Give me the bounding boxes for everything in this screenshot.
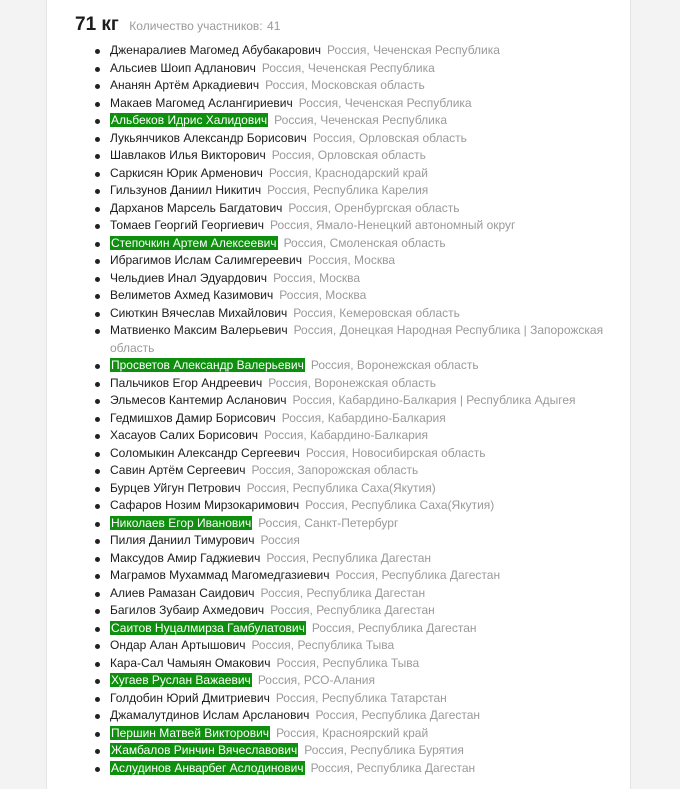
participant-name: Просветов Александр Валерьевич (111, 358, 304, 372)
participant-name: Хугаев Руслан Важаевич (111, 673, 251, 687)
participant-region: Россия, РСО-Алания (257, 673, 375, 687)
list-item (94, 95, 624, 113)
participant-region: Россия, Республика Дагестан (335, 568, 501, 582)
list-item (94, 672, 624, 690)
participant-region: Россия, Кабардино-Балкария | Республика Адыгея (292, 393, 576, 407)
participant-name: Саитов Нуцалмирза Гамбулатович (111, 620, 305, 635)
participant-name: Ондар Алан Артышович (110, 638, 246, 652)
participant-name: Эльмесов Кантемир Асланович (110, 393, 287, 407)
participant-name: Хасауов Салих Борисович (110, 428, 259, 442)
participant-name: Томаев Георгий Георгиевич (110, 218, 265, 232)
participant-name: Маграмов Мухаммад Магомедгазиевич (110, 568, 330, 582)
participant-region: Россия, Ямало-Ненецкий автономный округ (270, 218, 516, 232)
participant-region: Россия, Красноярский край (276, 725, 429, 740)
list-item (94, 427, 624, 445)
participant-region: Россия, Оренбургская область (288, 200, 460, 215)
list-item (94, 182, 624, 200)
participant-count-label: Количество участников: (129, 19, 263, 33)
list-item (94, 252, 624, 270)
participant-region: Россия, Республика Карелия (267, 183, 429, 197)
list-item (94, 305, 624, 323)
participant-name: Саркисян Юрик Арменович (110, 165, 263, 180)
participant-name: Максудов Амир Гаджиевич (110, 550, 261, 565)
participant-region: Россия, Новосибирская область (305, 445, 486, 460)
participant-region: Россия, Республика Саха(Якутия) (246, 480, 436, 495)
list-item (94, 637, 624, 655)
list-item (94, 532, 624, 550)
participant-name: Пилия Даниил Тимурович (110, 533, 255, 547)
participant-region: Россия, Республика Дагестан (311, 620, 477, 635)
participant-name: Дарханов Марсель Багдатович (110, 200, 283, 215)
list-item (94, 130, 624, 148)
participant-name: Альбеков Идрис Халидович (111, 113, 268, 127)
participant-region: Россия, Орловская область (271, 148, 426, 162)
participant-name: Чельдиев Инал Эдуардович (110, 270, 268, 285)
participant-region: Россия (260, 533, 300, 547)
participant-region: Россия, Республика Тыва (276, 655, 420, 670)
participant-region: Россия, Москва (273, 270, 361, 285)
list-item (94, 60, 624, 78)
list-item (94, 217, 624, 235)
list-item (94, 550, 624, 568)
participant-region: Россия, Республика Дагестан (310, 760, 476, 775)
participant-name: Николаев Егор Иванович (111, 515, 252, 530)
list-item (94, 620, 624, 638)
list-item (94, 690, 624, 708)
participant-region: Россия, Республика Саха(Якутия) (305, 498, 495, 512)
participant-region: Россия, Республика Дагестан (315, 708, 481, 722)
list-item (94, 77, 624, 95)
participant-name: Аслудинов Анварбег Аслодинович (111, 760, 304, 775)
participant-region: Россия, Чеченская Республика (261, 60, 435, 75)
participant-region: Россия, Запорожская область (251, 463, 419, 477)
participant-name: Бурцев Уйгун Петрович (110, 480, 241, 495)
list-item (94, 462, 624, 480)
participant-region: Россия, Москва (279, 288, 367, 302)
participant-count-value: 41 (267, 19, 281, 33)
list-item (94, 410, 624, 428)
weight-category-title: 71 кг (75, 14, 119, 35)
participant-name: Сиюткин Вячеслав Михайлович (110, 305, 288, 320)
list-item (94, 42, 624, 60)
list-item (94, 392, 624, 410)
participant-region: Россия, Москва (308, 253, 396, 267)
participant-name: Сафаров Нозим Мирзокаримович (110, 498, 300, 512)
participant-name: Кара-Сал Чамыян Омакович (110, 655, 271, 670)
participant-region: Россия, Московская область (265, 78, 425, 92)
list-item (94, 270, 624, 288)
participant-name: Гедмишхов Дамир Борисович (110, 410, 276, 425)
list-item (94, 480, 624, 498)
participant-name: Матвиенко Максим Валерьевич (110, 323, 288, 337)
list-item (94, 165, 624, 183)
list-item (94, 760, 624, 778)
participant-region: Россия, Республика Дагестан (266, 550, 431, 565)
participant-region: Россия, Воронежская область (310, 358, 479, 372)
participant-region: Россия, Смоленская область (283, 235, 446, 250)
participant-name: Лукьянчиков Александр Борисович (110, 130, 307, 145)
list-item (94, 497, 624, 515)
participant-region: Россия, Чеченская Республика (298, 95, 472, 110)
list-item (94, 357, 624, 375)
participant-region: Россия, Республика Бурятия (304, 743, 464, 757)
participant-name: Макаев Магомед Аслангириевич (110, 95, 293, 110)
list-item (94, 567, 624, 585)
participant-name: Савин Артём Сергеевич (110, 463, 246, 477)
participant-name: Шавлаков Илья Викторович (110, 148, 266, 162)
participant-name: Голдобин Юрий Дмитриевич (110, 690, 270, 705)
participant-region: Россия, Санкт-Петербург (258, 515, 399, 530)
list-item (94, 445, 624, 463)
participant-region: Россия, Республика Тыва (251, 638, 395, 652)
list-item (94, 322, 624, 357)
participant-name: Жамбалов Ринчин Вячеславович (111, 743, 298, 757)
list-item (94, 235, 624, 253)
participants-list (94, 42, 624, 777)
participant-region: Россия, Донецкая Народная Республика | Запорожская область (110, 323, 604, 355)
participant-region: Россия, Кемеровская область (293, 305, 460, 320)
list-item (94, 112, 624, 130)
participant-region: Россия, Краснодарский край (268, 165, 428, 180)
list-item (94, 602, 624, 620)
list-item (94, 200, 624, 218)
participant-name: Ибрагимов Ислам Салимгереевич (110, 253, 303, 267)
participant-name: Першин Матвей Викторович (111, 725, 270, 740)
participant-name: Гильзунов Даниил Никитич (110, 183, 262, 197)
list-item (94, 707, 624, 725)
participant-name: Соломыкин Александр Сергеевич (110, 445, 300, 460)
list-item (94, 287, 624, 305)
participant-name: Ананян Артём Аркадиевич (110, 78, 260, 92)
participant-name: Дженаралиев Магомед Абубакарович (110, 43, 322, 57)
list-item (94, 655, 624, 673)
participant-name: Алиев Рамазан Саидович (110, 585, 255, 600)
participant-name: Джамалутдинов Ислам Арсланович (110, 708, 310, 722)
participant-region: Россия, Орловская область (312, 130, 467, 145)
participants-card (46, 0, 631, 789)
list-item (94, 725, 624, 743)
participant-region: Россия, Кабардино-Балкария (264, 428, 428, 442)
participant-region: Россия, Республика Дагестан (270, 603, 435, 617)
list-item (94, 585, 624, 603)
category-header (75, 14, 280, 36)
participant-region: Россия, Республика Дагестан (260, 585, 426, 600)
participant-name: Багилов Зубаир Ахмедович (110, 603, 265, 617)
participant-region: Россия, Кабардино-Балкария (281, 410, 446, 425)
participant-region: Россия, Республика Татарстан (275, 690, 447, 705)
participant-region: Россия, Чеченская Республика (327, 43, 500, 57)
participant-name: Степочкин Артем Алексеевич (111, 235, 277, 250)
participant-name: Альсиев Шоип Адланович (110, 60, 256, 75)
participant-region: Россия, Чеченская Республика (274, 113, 448, 127)
participant-region: Россия, Воронежская область (268, 375, 436, 390)
participant-name: Велиметов Ахмед Казимович (110, 288, 274, 302)
participant-name: Пальчиков Егор Андреевич (110, 375, 263, 390)
list-item (94, 515, 624, 533)
list-item (94, 147, 624, 165)
list-item (94, 375, 624, 393)
list-item (94, 742, 624, 760)
